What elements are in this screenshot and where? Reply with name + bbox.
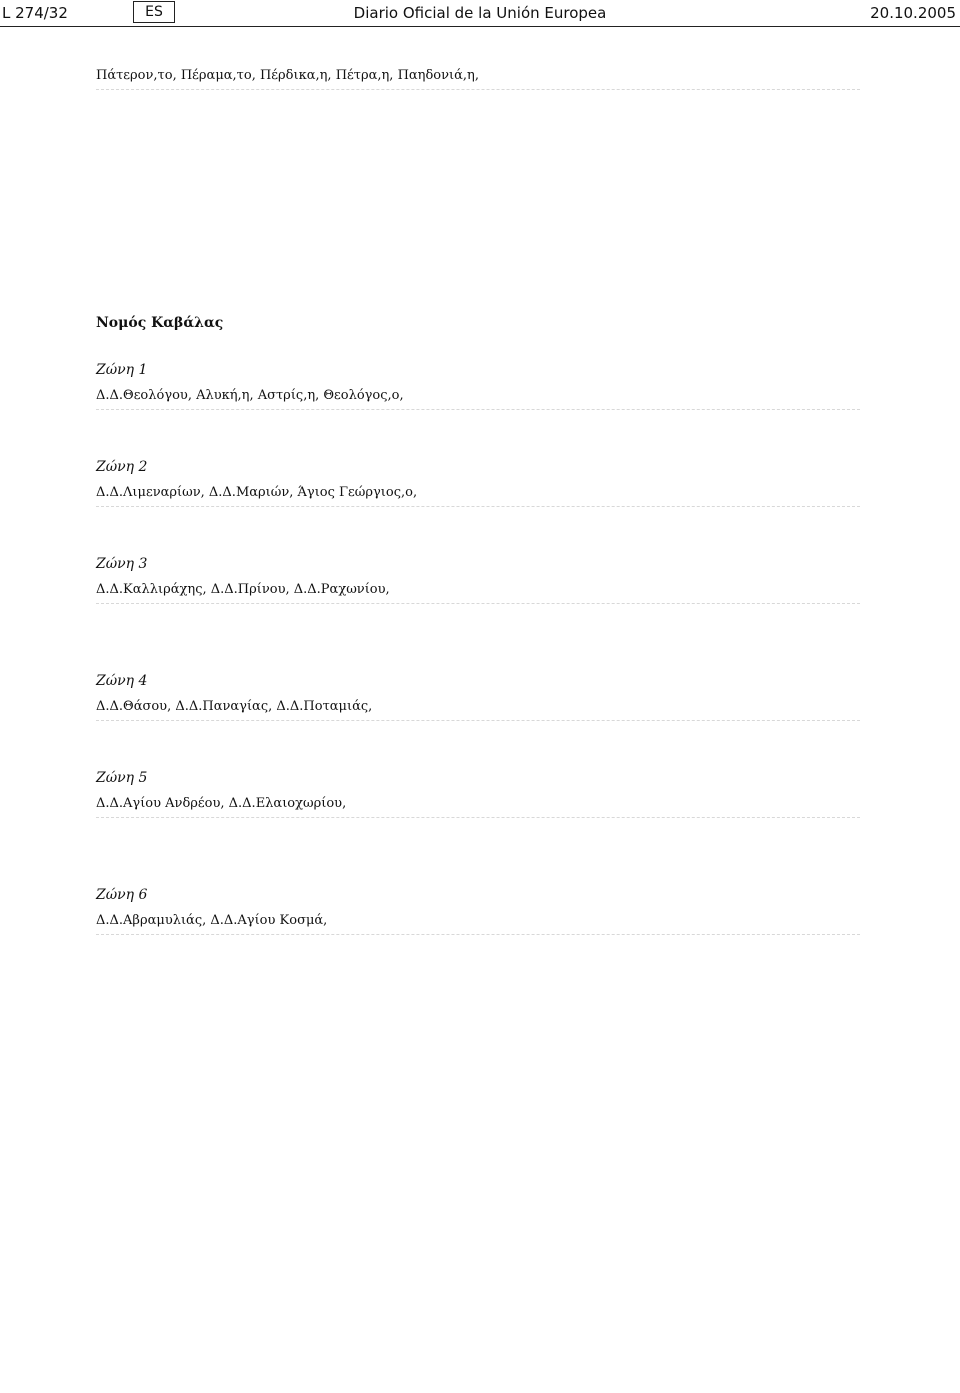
zone-5-text-placeholder	[96, 817, 860, 858]
journal-title: Diario Oficial de la Unión Europea	[353, 4, 607, 22]
header-divider	[0, 26, 960, 27]
zone-4-text-placeholder	[96, 720, 860, 741]
intro-paragraph-opening: Πάτερον,το, Πέραμα,το, Πέρδικα,η, Πέτρα,η, Παηδονιά,η,	[96, 68, 479, 83]
zone-4-label: Ζώνη 4	[96, 673, 148, 689]
zone-1-text-opening: Δ.Δ.Θεολόγου, Αλυκή,η, Αστρίς,η, Θεολόγος,ο,	[96, 388, 404, 403]
zone-2-text-placeholder	[96, 506, 860, 527]
zone-6-label: Ζώνη 6	[96, 887, 148, 903]
zone-3-label: Ζώνη 3	[96, 556, 148, 572]
zone-6-text-placeholder	[96, 934, 860, 1135]
page-header	[0, 0, 960, 26]
zone-3-text-opening: Δ.Δ.Καλλιράχης, Δ.Δ.Πρίνου, Δ.Δ.Ραχωνίου,	[96, 582, 390, 597]
zone-1-text-placeholder	[96, 409, 860, 430]
zone-1-label: Ζώνη 1	[96, 362, 148, 378]
publication-date: 20.10.2005	[870, 4, 956, 22]
zone-3-text-placeholder	[96, 603, 860, 644]
language-code-box: ES	[133, 1, 175, 23]
zone-4-text-opening: Δ.Δ.Θάσου, Δ.Δ.Παναγίας, Δ.Δ.Ποταμιάς,	[96, 699, 373, 714]
zone-5-text-opening: Δ.Δ.Αγίου Ανδρέου, Δ.Δ.Ελαιοχωρίου,	[96, 796, 347, 811]
document-body	[96, 66, 860, 1135]
zone-5-label: Ζώνη 5	[96, 770, 148, 786]
intro-paragraph-placeholder	[96, 89, 860, 290]
zone-2-label: Ζώνη 2	[96, 459, 148, 475]
section-title: Νομός Καβάλας	[96, 315, 224, 331]
page-reference: L 274/32	[2, 4, 68, 22]
zone-6-text-opening: Δ.Δ.Αβραμυλιάς, Δ.Δ.Αγίου Κοσμά,	[96, 913, 328, 928]
zone-2-text-opening: Δ.Δ.Λιμεναρίων, Δ.Δ.Μαριών, Άγιος Γεώργιος,ο,	[96, 485, 418, 500]
